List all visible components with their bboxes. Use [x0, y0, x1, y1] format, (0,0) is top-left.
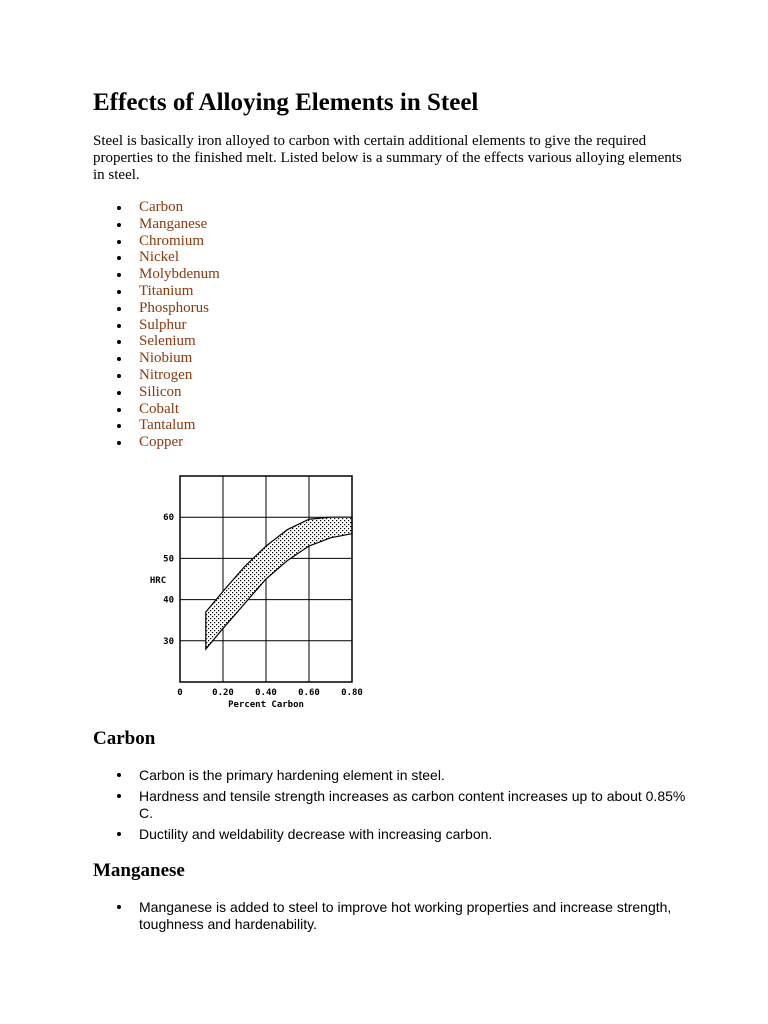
element-link-sulphur[interactable]: Sulphur	[139, 316, 187, 333]
element-link-niobium[interactable]: Niobium	[139, 350, 193, 367]
element-link-copper[interactable]: Copper	[139, 434, 184, 451]
intro-paragraph: Steel is basically iron alloyed to carbon with certain additional elements to give the required properties to the finished melt. Listed below is a summary of the effects various alloying elements in steel.	[93, 133, 682, 183]
list-item	[93, 233, 220, 250]
carbon-heading: Carbon	[93, 728, 156, 749]
list-item	[93, 317, 220, 334]
y-tick-label: 30	[163, 636, 174, 647]
x-axis-label: Percent Carbon	[228, 700, 304, 710]
y-tick-label: 50	[163, 554, 174, 565]
y-axis-label: HRC	[150, 576, 167, 587]
list-item	[93, 434, 220, 451]
x-tick-label: 0	[177, 688, 183, 698]
manganese-bullet-list	[93, 899, 693, 937]
list-item: Hardness and tensile strength increases as carbon content increases up to about 0.85% C.	[93, 788, 693, 822]
list-item	[93, 384, 220, 401]
element-link-carbon[interactable]: Carbon	[139, 199, 184, 215]
element-link-nitrogen[interactable]: Nitrogen	[139, 366, 193, 383]
list-item: Manganese is added to steel to improve hot working properties and increase strength, toughness and hardenability.	[93, 899, 693, 933]
tick-labels	[163, 513, 363, 698]
element-link-manganese[interactable]: Manganese	[139, 215, 208, 232]
element-link-list	[93, 199, 220, 451]
list-item	[93, 367, 220, 384]
list-item	[93, 350, 220, 367]
list-item	[93, 401, 220, 418]
list-item	[93, 266, 220, 283]
list-item	[93, 199, 220, 216]
manganese-heading: Manganese	[93, 860, 185, 881]
list-item	[93, 333, 220, 350]
list-item	[93, 417, 220, 434]
y-tick-label: 60	[163, 513, 174, 524]
element-link-chromium[interactable]: Chromium	[139, 232, 205, 249]
hrc-vs-carbon-chart	[150, 466, 380, 716]
x-tick-label: 0.80	[341, 688, 363, 698]
list-item	[93, 249, 220, 266]
x-tick-label: 0.40	[255, 688, 277, 698]
list-item	[93, 283, 220, 300]
element-link-nickel[interactable]: Nickel	[139, 249, 179, 266]
y-tick-label: 40	[163, 595, 174, 606]
element-link-molybdenum[interactable]: Molybdenum	[139, 266, 220, 283]
list-item	[93, 216, 220, 233]
list-item: Carbon is the primary hardening element in steel.	[93, 767, 693, 784]
element-link-cobalt[interactable]: Cobalt	[139, 400, 179, 417]
x-tick-label: 0.60	[298, 688, 320, 698]
x-tick-label: 0.20	[212, 688, 234, 698]
element-link-tantalum[interactable]: Tantalum	[139, 417, 196, 434]
list-item	[93, 300, 220, 317]
element-link-phosphorus[interactable]: Phosphorus	[139, 299, 210, 316]
carbon-bullet-list	[93, 767, 693, 847]
hardness-band-area	[206, 517, 352, 649]
list-item: Ductility and weldability decrease with increasing carbon.	[93, 826, 693, 843]
element-link-selenium[interactable]: Selenium	[139, 333, 196, 350]
element-link-titanium[interactable]: Titanium	[139, 282, 194, 299]
page-title: Effects of Alloying Elements in Steel	[93, 89, 479, 116]
element-link-silicon[interactable]: Silicon	[139, 383, 182, 400]
